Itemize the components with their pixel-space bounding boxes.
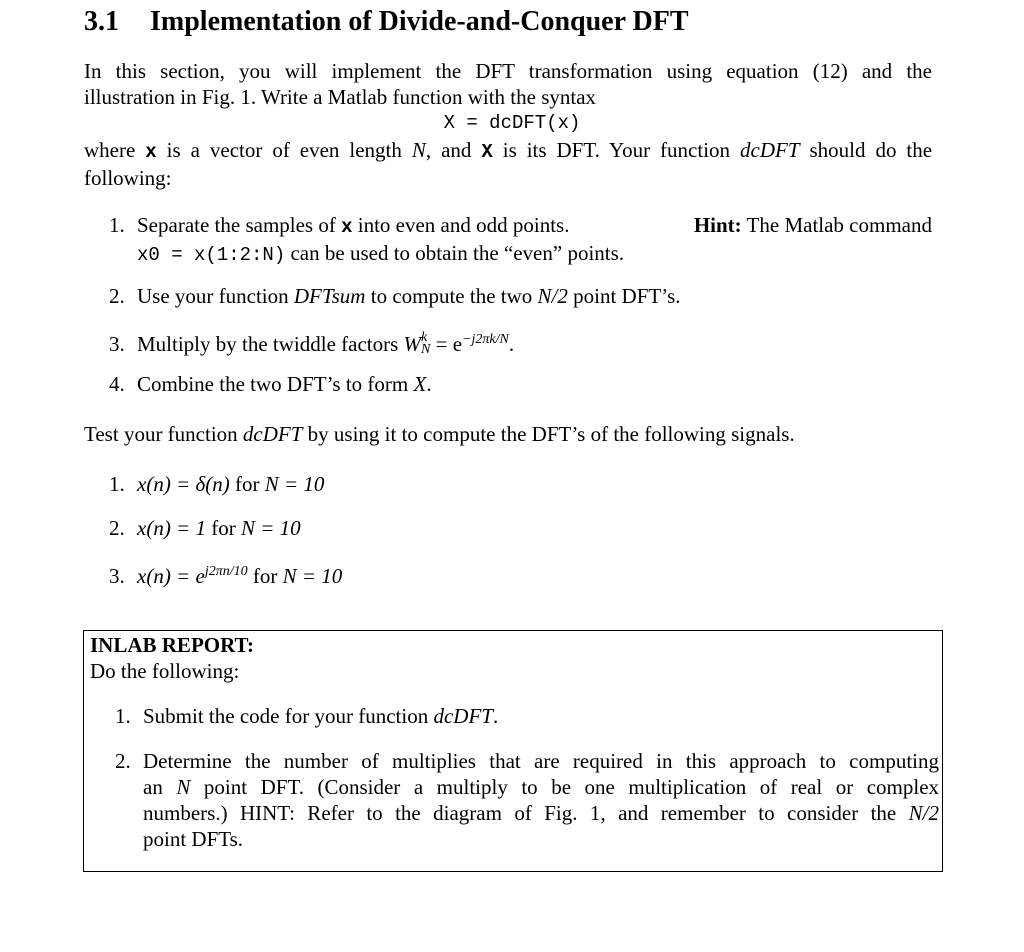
signal-condition: N = 10 xyxy=(240,516,301,540)
text: numbers.) HINT: Refer to the diagram of Fig. 1, and remember to consider the xyxy=(143,801,897,825)
test-intro xyxy=(84,421,932,447)
inlab-item-1 xyxy=(115,703,498,729)
signal-item-1 xyxy=(109,471,324,497)
function-name: DFTsum xyxy=(293,284,366,308)
math-X: X xyxy=(413,372,427,396)
text: Separate the samples of xyxy=(137,213,336,237)
section-number: 3.1 xyxy=(84,6,119,37)
function-name: dcDFT xyxy=(740,138,800,162)
list-number: 2. xyxy=(109,516,125,540)
list-number: 1. xyxy=(109,472,125,496)
list-number: 2. xyxy=(115,749,131,773)
code-var-x: x xyxy=(145,141,157,163)
text: Test your function xyxy=(84,422,238,446)
function-name: dcDFT xyxy=(242,422,303,446)
math-W: W xyxy=(403,332,422,356)
section-title: Implementation of Divide-and-Conquer DFT xyxy=(150,6,689,37)
signal-condition: N = 10 xyxy=(264,472,325,496)
list-number: 3. xyxy=(109,332,125,356)
signal-formula: x(n) = δ(n) xyxy=(137,472,230,496)
text: where xyxy=(84,138,136,162)
math-N-over-2: N/2 xyxy=(908,801,939,825)
inlab-report-intro: Do the following: xyxy=(90,659,240,683)
inlab-item-2-line-2 xyxy=(143,774,939,800)
inlab-item-2 xyxy=(115,748,939,852)
function-syntax: X = dcDFT(x) xyxy=(443,112,581,134)
signal-item-2 xyxy=(109,515,301,541)
text: . xyxy=(492,704,499,728)
code-var-X: X xyxy=(481,141,493,163)
list-number: 2. xyxy=(109,284,125,308)
signal-formula: x(n) = 1 xyxy=(137,516,206,540)
step-item-2 xyxy=(109,283,681,309)
matlab-command: x0 = x(1:2:N) xyxy=(137,244,286,266)
intro-line-2: illustration in Fig. 1. Write a Matlab function with the syntax xyxy=(84,85,597,109)
math-sub-N: N xyxy=(421,342,431,358)
math-equals-e: = e xyxy=(435,332,463,356)
intro-line-1: In this section, you will implement the DFT transformation using equation (12) and the xyxy=(84,59,932,83)
inlab-report-title: INLAB REPORT: xyxy=(90,633,254,657)
step-item-3 xyxy=(109,327,514,358)
math-exponent: −j2πk/N xyxy=(462,332,509,347)
text: point DFT’s. xyxy=(573,284,681,308)
list-number: 1. xyxy=(115,704,131,728)
step-item-1 xyxy=(109,212,932,268)
signal-formula: x(n) = e xyxy=(137,564,205,588)
text: can be used to obtain the “even” points. xyxy=(290,241,625,265)
text: for xyxy=(252,564,278,588)
intro-line-3 xyxy=(84,137,932,165)
text: Submit the code for your function xyxy=(143,704,429,728)
text: Use your function xyxy=(137,284,289,308)
math-N-over-2: N/2 xyxy=(537,284,568,308)
intro-line-4: following: xyxy=(84,166,172,190)
text: . xyxy=(508,332,515,356)
text: should do the xyxy=(809,138,933,162)
signal-condition: N = 10 xyxy=(282,564,343,588)
text: to compute the two xyxy=(370,284,533,308)
math-exponent: j2πn/10 xyxy=(204,564,248,579)
text: by using it to compute the DFT’s of the following signals. xyxy=(307,422,795,446)
list-number: 1. xyxy=(109,213,125,237)
text: The Matlab command xyxy=(746,213,932,237)
function-name: dcDFT xyxy=(433,704,493,728)
text: Multiply by the twiddle factors xyxy=(137,332,399,356)
section-heading xyxy=(84,6,689,38)
text: into even and odd points. xyxy=(357,213,570,237)
step-item-4 xyxy=(109,371,432,397)
signal-item-3 xyxy=(109,559,342,589)
text: point DFT. (Consider a multiply to be one multiplication of real or complex xyxy=(203,775,940,799)
text: an xyxy=(143,775,163,799)
text: , and xyxy=(425,138,472,162)
inlab-report-box xyxy=(83,630,943,872)
list-number: 3. xyxy=(109,564,125,588)
text: point DFTs. xyxy=(143,827,244,851)
math-sup-k: k xyxy=(421,330,428,346)
text: is its DFT. Your function xyxy=(502,138,731,162)
text: is a vector of even length xyxy=(166,138,402,162)
intro-paragraph-2 xyxy=(84,137,932,191)
twiddle-factor-formula xyxy=(404,332,515,356)
text: for xyxy=(211,516,236,540)
math-N: N xyxy=(411,138,426,162)
code-var-x: x xyxy=(341,216,353,238)
list-number: 4. xyxy=(109,372,125,396)
inlab-item-2-line-3 xyxy=(143,800,939,826)
intro-paragraph xyxy=(84,58,932,110)
math-N: N xyxy=(176,775,191,799)
text: . xyxy=(426,372,432,396)
text: for xyxy=(234,472,260,496)
hint-label: Hint: xyxy=(693,213,742,237)
text: Determine the number of multiplies that are required in this approach to computing xyxy=(143,749,939,773)
text: Combine the two DFT’s to form xyxy=(137,372,409,396)
